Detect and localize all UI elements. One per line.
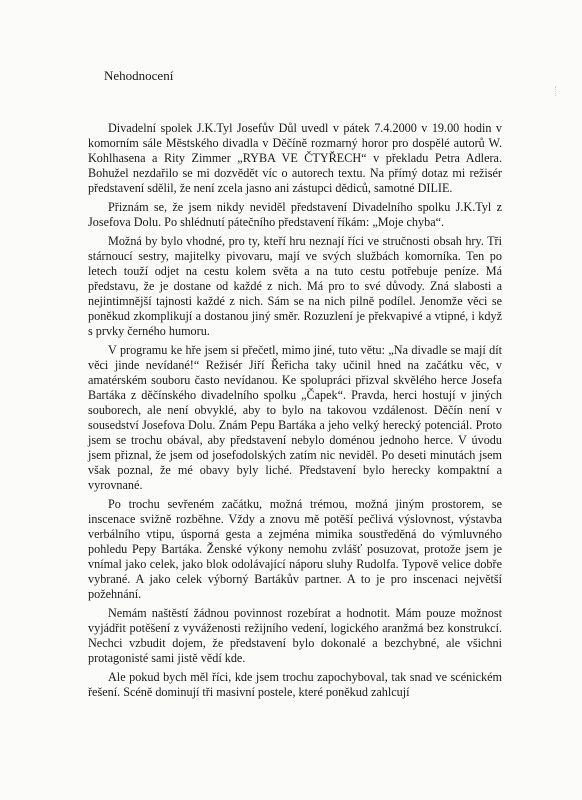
paragraph-4: V programu ke hře jsem si přečetl, mimo jiné, tuto větu: „Na divadle se mají dít věci jinde nevídané!“ Režisér Jiří Řeřicha taky učinil hned na začátku věc, v amatérském souboru často nevídanou. Ke spolupráci přizval skvělého herce Josefa Bartáka z děčínského divadelního spolku „Čapek“. Pravda, herci hostují v jiných souborech, ale není obvyklé, aby to bylo na takovou vzdálenost. Děčín není v sousedství Josefova Dolu. Znám Pepu Bartáka a jeho velký herecký potenciál. Proto jsem se trochu obával, aby představení nebylo doménou jednoho herce. V úvodu jsem přiznal, že jsem od josefodolských zatím nic neviděl. Po deseti minutách jsem však poznal, že mé obavy byly liché. Představení bylo herecky kompaktní a vyrovnané.: [88, 343, 502, 492]
paragraph-7: Ale pokud bych měl říci, kde jsem trochu zapochyboval, tak snad ve scénickém řešení. Scéně dominují tři masivní postele, které poněkud zahlcují: [88, 670, 502, 699]
paragraph-6: Nemám naštěstí žádnou povinnost rozebírat a hodnotit. Mám pouze možnost vyjádřit potěšení z vyváženosti režijního vedení, logického aranžmá bez konstrukcí. Nechci vzbudit dojem, že představení bylo dokonalé a bezchybné, ale všichni protagonisté sami jistě vědí kde.: [88, 606, 502, 665]
paragraph-1: Divadelní spolek J.K.Tyl Josefův Důl uvedl v pátek 7.4.2000 v 19.00 hodin v komorním sále Městského divadla v Děčíně rozmarný horor pro dospělé autorů W. Kohlhasena a Rity Zimmer „RYBA VE ČTYŘECH“ v překladu Petra Adlera. Bohužel nezdařilo se mi dozvědět víc o autorech textu. Na přímý dotaz mi režisér představení sdělil, že není zcela jasno ani zástupci dědiců, samotné DILIE.: [88, 121, 502, 195]
document-title: Nehodnocení: [104, 68, 174, 83]
paragraph-2: Přiznám se, že jsem nikdy neviděl představení Divadelního spolku J.K.Tyl z Josefova Dolu. Po shlédnutí pátečního představení říkám: „Moje chyba“.: [88, 200, 502, 229]
scan-speck: [555, 86, 560, 96]
document-body: [88, 121, 502, 704]
paragraph-3: Možná by bylo vhodné, pro ty, kteří hru neznají říci ve stručnosti obsah hry. Tři stárnoucí sestry, majitelky pivovaru, mají ve svých službách komorníka. Ten po letech touží odjet na cestu kolem světa a na tuto cestu potřebuje peníze. Má představu, že je dostane od každé z nich. Má pro to své důvody. Zná slabosti a nejintimnější tajnosti každé z nich. Sám se na nich pilně podílel. Jenomže věci se poněkud zkomplikují a dostanou jiný směr. Rozuzlení je překvapivé a vtipné, i když s prvky černého humoru.: [88, 234, 502, 338]
paragraph-5: Po trochu sevřeném začátku, možná trémou, možná jiným prostorem, se inscenace svižně rozběhne. Vždy a znovu mě potěší pečlivá výslovnost, výstavba verbálního vtipu, úsporná gesta a zejména mimika soustředěná do výmluvného pohledu Pepy Bartáka. Ženské výkony nemohu zvlášť posuzovat, protože jsem je vnímal jako celek, jako blok odolávající náporu sluhy Rudolfa. Typově velice dobře vybrané. A jako celek výborný Bartákův partner. A to je pro inscenaci největší požehnání.: [88, 497, 502, 601]
